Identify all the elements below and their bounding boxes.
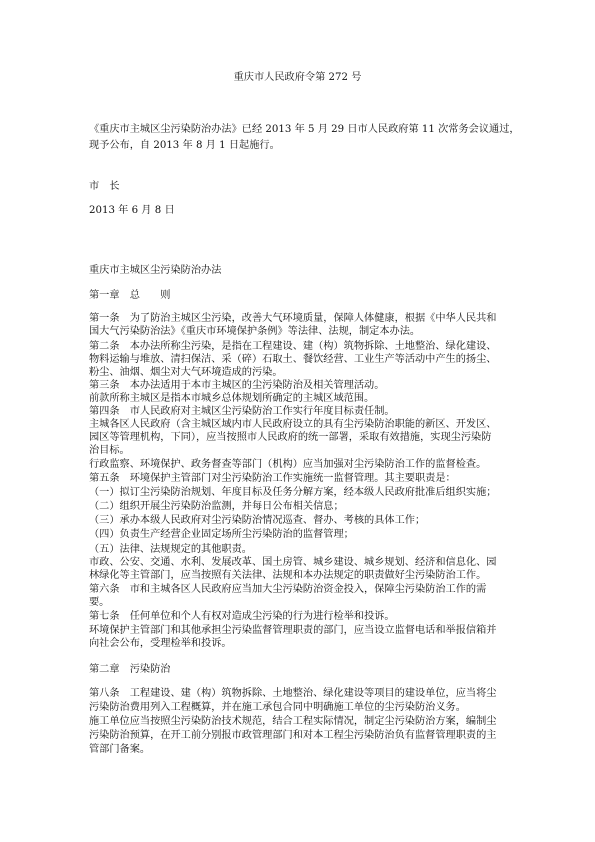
article-line: 第三条 本办法适用于本市主城区的尘污染防治及相关管理活动。 bbox=[89, 380, 385, 391]
article-line: 污染防治预算，在开工前分别报市政管理部门和对本工程尘污染防治负有监督管理职责的主 bbox=[89, 730, 497, 741]
article-line: 第八条 工程建设、建（构）筑物拆除、土地整治、绿化建设等项目的建设单位，应当将尘 bbox=[89, 688, 497, 699]
article-line: 物料运输与堆放、清扫保洁、采（碎）石取土、餐饮经营、工业生产等活动中产生的扬尘、 bbox=[89, 354, 497, 365]
article-line: 第四条 市人民政府对主城区尘污染防治工作实行年度目标责任制。 bbox=[89, 406, 395, 417]
article-line: （四）负责生产经营企业固定场所尘污染防治的监督管理； bbox=[89, 529, 354, 540]
article-line: 施工单位应当按照尘污染防治技术规范，结合工程实际情况，制定尘污染防治方案，编制尘 bbox=[89, 716, 497, 727]
chapter-heading: 第二章 污染防治 bbox=[89, 664, 171, 675]
article-line: 环境保护主管部门和其他承担尘污染监督管理职责的部门，应当设立监督电话和举报信箱并 bbox=[89, 625, 497, 636]
article-line: 主城各区人民政府（含主城区域内市人民政府设立的具有尘污染防治职能的新区、开发区、 bbox=[89, 419, 497, 430]
promulgation-line: 《重庆市主城区尘污染防治办法》已经 2013 年 5 月 29 日市人民政府第 11 次常务会议通过， bbox=[89, 124, 520, 135]
article-line: 要。 bbox=[89, 597, 110, 608]
article-line: （一）拟订尘污染防治规划、年度目标及任务分解方案，经本级人民政府批准后组织实施； bbox=[89, 487, 497, 498]
article-line: 管部门备案。 bbox=[89, 744, 151, 755]
article-line: （二）组织开展尘污染防治监测，并每日公布相关信息； bbox=[89, 501, 344, 512]
measures-title: 重庆市主城区尘污染防治办法 bbox=[89, 265, 222, 276]
article-line: 前款所称主城区是指本市城乡总体规划所确定的主城区域范围。 bbox=[89, 393, 375, 404]
sign-date: 2013 年 6 月 8 日 bbox=[89, 205, 175, 216]
article-line: 治目标。 bbox=[89, 445, 130, 456]
article-line: 第一条 为了防治主城区尘污染，改善大气环境质量，保障人体健康，根据《中华人民共和 bbox=[89, 313, 497, 324]
article-line: 行政监察、环境保护、政务督查等部门（机构）应当加强对尘污染防治工作的监督检查。 bbox=[89, 459, 487, 470]
article-line: 向社会公布，受理检举和投诉。 bbox=[89, 638, 232, 649]
article-line: 林绿化等主管部门，应当按照有关法律、法规和本办法规定的职责做好尘污染防治工作。 bbox=[89, 570, 487, 581]
article-line: （五）法律、法规规定的其他职责。 bbox=[89, 544, 252, 555]
article-line: 第五条 环境保护主管部门对尘污染防治工作实施统一监督管理。其主要职责是： bbox=[89, 473, 456, 484]
article-line: （三）承办本级人民政府对尘污染防治情况巡查、督办、考核的具体工作； bbox=[89, 515, 426, 526]
article-line: 第二条 本办法所称尘污染，是指在工程建设、建（构）筑物拆除、土地整治、绿化建设、 bbox=[89, 341, 497, 352]
article-line: 市政、公安、交通、水利、发展改革、国土房管、城乡建设、城乡规划、经济和信息化、园 bbox=[89, 557, 497, 568]
article-line: 第七条 任何单位和个人有权对造成尘污染的行为进行检举和投诉。 bbox=[89, 611, 395, 622]
order-title: 重庆市人民政府令第 272 号 bbox=[233, 72, 362, 83]
article-line: 第六条 市和主城各区人民政府应当加大尘污染防治资金投入，保障尘污染防治工作的需 bbox=[89, 584, 487, 595]
article-line: 国大气污染防治法》《重庆市环境保护条例》等法律、法规，制定本办法。 bbox=[89, 326, 421, 337]
article-line: 园区等管理机构，下同），应当按照市人民政府的统一部署，采取有效措施，实现尘污染防 bbox=[89, 432, 492, 443]
chapter-heading: 第一章 总 则 bbox=[89, 290, 171, 301]
article-line: 粉尘、油烟、烟尘对大气环境造成的污染。 bbox=[89, 367, 283, 378]
promulgation-line: 现予公布，自 2013 年 8 月 1 日起施行。 bbox=[89, 140, 280, 151]
signatory: 市 长 bbox=[89, 181, 120, 192]
article-line: 污染防治费用列入工程概算，并在施工承包合同中明确施工单位的尘污染防治义务。 bbox=[89, 702, 466, 713]
